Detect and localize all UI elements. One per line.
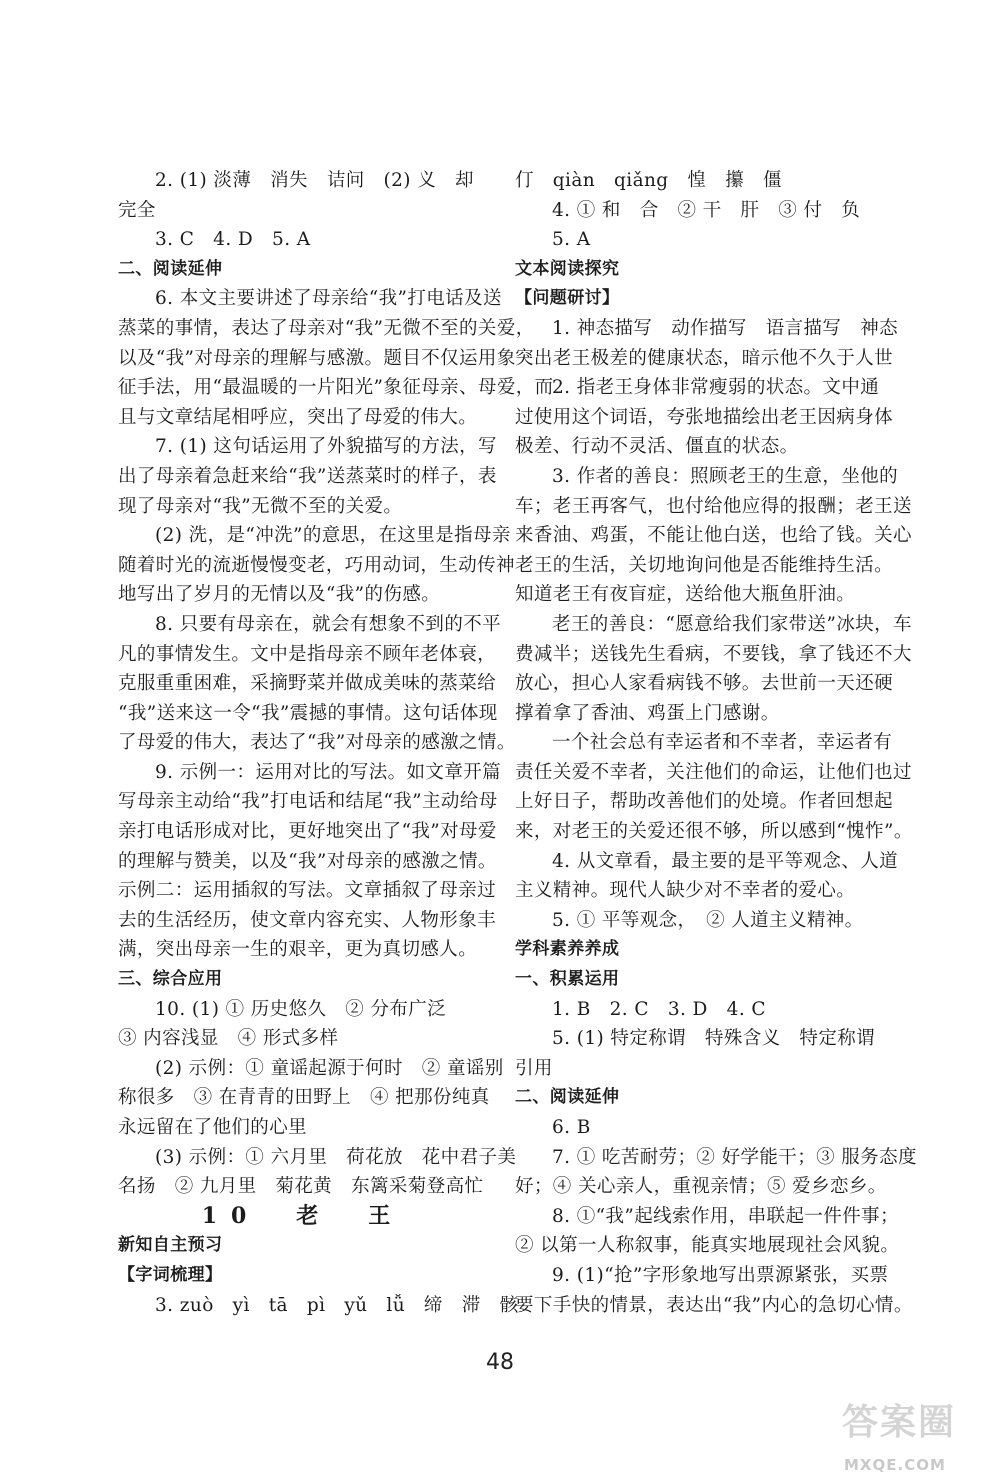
text-line: 克服重重困难，采摘野菜并做成美味的蒸菜给	[118, 673, 497, 695]
text-line: 满，突出母亲一生的艰辛，更为真切感人。	[118, 939, 478, 961]
section-heading: 学科素养养成	[515, 939, 620, 960]
text-line: 8. 只要有母亲在，就会有想象不到的不平	[155, 613, 502, 635]
text-line: 费减半；送钱先生看病，不要钱，拿了钱还不大	[515, 643, 912, 665]
text-line: 突出老王极差的健康状态，暗示他不久于人世	[515, 347, 894, 369]
text-line: 来，对老王的关爱还很不够，所以感到“愧怍”。	[515, 821, 913, 843]
text-line: 3. zuò yì tā pì yǔ lǚ 缔 滞 骸	[155, 1294, 519, 1316]
text-line: 要下手快的情景，表达出“我”内心的急切心情。	[515, 1294, 913, 1316]
text-line: 4. 从文章看，最主要的是平等观念、人道	[552, 850, 899, 872]
right-column	[515, 166, 917, 1320]
lesson-title: 10 老 王	[201, 1202, 405, 1229]
text-line: 1. B 2. C 3. D 4. C	[552, 998, 766, 1020]
text-line: 6. 本文主要讲述了母亲给“我”打电话及送	[155, 288, 502, 310]
text-line: 蒸菜的事情，表达了母亲对“我”无微不至的关爱，	[118, 317, 535, 339]
text-line: 亲打电话形成对比，更好地突出了“我”对母爱	[118, 821, 497, 843]
text-line: 一个社会总有幸运者和不幸者，幸运者有	[552, 732, 893, 754]
text-line: 极差、行动不灵活、僵直的状态。	[515, 436, 799, 458]
text-line: 3. 作者的善良：照顾老王的生意，坐他的	[552, 465, 899, 487]
text-line: 去的生活经历，使文章内容充实、人物形象丰	[118, 909, 497, 931]
page-number: 48	[486, 1350, 514, 1375]
text-line: 9. (1)“抢”字形象地写出票源紧张，买票	[552, 1264, 889, 1286]
text-line: 随着时光的流逝慢慢变老，巧用动词，生动传神	[118, 554, 515, 576]
text-line: 4. ① 和 合 ② 干 肝 ③ 付 负	[552, 199, 861, 221]
text-line: 7. (1) 这句话运用了外貌描写的方法，写	[155, 436, 497, 458]
text-line: 且与文章结尾相呼应，突出了母爱的伟大。	[118, 406, 478, 428]
text-line: 知道老王有夜盲症，送给他大瓶鱼肝油。	[515, 584, 856, 606]
text-line: 6. B	[552, 1117, 591, 1138]
text-line: (3) 示例：① 六月里 荷花放 花中君子美	[155, 1146, 517, 1168]
text-line: 永远留在了他们的心里	[118, 1117, 308, 1138]
text-line: 以及“我”对母亲的理解与感激。题目不仅运用象	[118, 347, 516, 369]
text-line: 仃 qiàn qiǎng 惶 攥 僵	[515, 170, 782, 191]
text-line: 名扬 ② 九月里 菊花黄 东篱采菊登高忙	[118, 1176, 484, 1198]
section-heading: 【字词梳理】	[118, 1264, 223, 1285]
text-line: 主义精神。现代人缺少对不幸者的爱心。	[515, 880, 856, 902]
watermark-url: MXQE.COM	[844, 1456, 946, 1474]
text-line: 完全	[118, 199, 156, 221]
text-line: 1. 神态描写 动作描写 语言描写 神态	[552, 317, 899, 339]
text-line: 3. C 4. D 5. A	[155, 229, 311, 251]
text-line: 2. (1) 淡薄 消失 诘问 (2) 义 却	[155, 170, 474, 191]
text-line: 示例二：运用插叙的写法。文章插叙了母亲过	[118, 880, 497, 902]
text-line: 现了母亲对“我”无微不至的关爱。	[118, 495, 403, 517]
text-line: 放心，担心人家看病钱不够。去世前一天还硬	[515, 673, 894, 695]
text-line: 5. A	[552, 229, 591, 251]
section-heading: 一、积累运用	[515, 969, 620, 990]
text-line: 凡的事情发生。文中是指母亲不顾年老体衰，	[118, 643, 497, 665]
section-heading: 二、阅读延伸	[118, 258, 223, 279]
text-line: 8. ①“我”起线索作用，串联起一件件事；	[552, 1205, 899, 1227]
section-heading: 文本阅读探究	[515, 258, 620, 279]
text-line: “我”送来这一令“我”震撼的事情。这句话体现	[118, 702, 498, 724]
text-line: 了母爱的伟大，表达了“我”对母亲的感激之情。	[118, 732, 516, 754]
text-line: ② 以第一人称叙事，能真实地展现社会风貌。	[515, 1235, 900, 1257]
text-line: 征手法，用“最温暖的一片阳光”象征母亲、母爱，而	[118, 377, 554, 399]
text-line: 撑着拿了香油、鸡蛋上门感谢。	[515, 702, 780, 724]
text-line: 上好日子，帮助改善他们的处境。作者回想起	[515, 791, 894, 813]
text-line: 地写出了岁月的无情以及“我”的伤感。	[118, 584, 441, 606]
text-line: 来香油、鸡蛋，不能让他白送，也给了钱。关心	[515, 525, 912, 547]
text-line: 引用	[515, 1057, 553, 1079]
section-heading: 新知自主预习	[118, 1235, 223, 1256]
text-line: 5. ① 平等观念， ② 人道主义精神。	[552, 909, 864, 931]
text-line: 7. ① 吃苦耐劳；② 好学能干；③ 服务态度	[552, 1146, 917, 1168]
text-line: 5. (1) 特定称谓 特殊含义 特定称谓	[552, 1028, 876, 1050]
section-heading: 二、阅读延伸	[515, 1087, 620, 1108]
text-line: 车；老王再客气，也付给他应得的报酬；老王送	[515, 495, 912, 517]
text-line: 责任关爱不幸者，关注他们的命运，让他们也过	[515, 761, 912, 783]
text-line: 2. 指老王身体非常瘦弱的状态。文中通	[552, 377, 880, 399]
text-line: (2) 洗，是“冲洗”的意思，在这里是指母亲	[155, 525, 511, 547]
text-line: 出了母亲着急赶来给“我”送蒸菜时的样子，表	[118, 465, 497, 487]
text-line: ③ 内容浅显 ④ 形式多样	[118, 1028, 339, 1050]
text-line: 老王的生活，关切地询问他是否能维持生活。	[515, 554, 894, 576]
text-line: 老王的善良：“愿意给我们家带送”冰块，车	[552, 613, 912, 635]
text-line: 写母亲主动给“我”打电话和结尾“我”主动给母	[118, 791, 498, 813]
text-line: 9. 示例一：运用对比的写法。如文章开篇	[155, 761, 502, 783]
text-line: 的理解与赞美，以及“我”对母亲的感激之情。	[118, 850, 497, 872]
text-line: 好；④ 关心亲人，重视亲情；⑤ 爱乡恋乡。	[515, 1176, 887, 1198]
text-line: 过使用这个词语，夸张地描绘出老王因病身体	[515, 406, 894, 428]
text-line: 称很多 ③ 在青青的田野上 ④ 把那份纯真	[118, 1087, 490, 1109]
watermark	[842, 1392, 992, 1476]
text-line: (2) 示例：① 童谣起源于何时 ② 童谣别	[155, 1057, 504, 1079]
watermark-logo: 答案圈	[842, 1402, 957, 1443]
section-heading: 【问题研讨】	[515, 288, 620, 309]
section-heading: 三、综合应用	[118, 969, 223, 990]
text-line: 10. (1) ① 历史悠久 ② 分布广泛	[155, 998, 447, 1020]
